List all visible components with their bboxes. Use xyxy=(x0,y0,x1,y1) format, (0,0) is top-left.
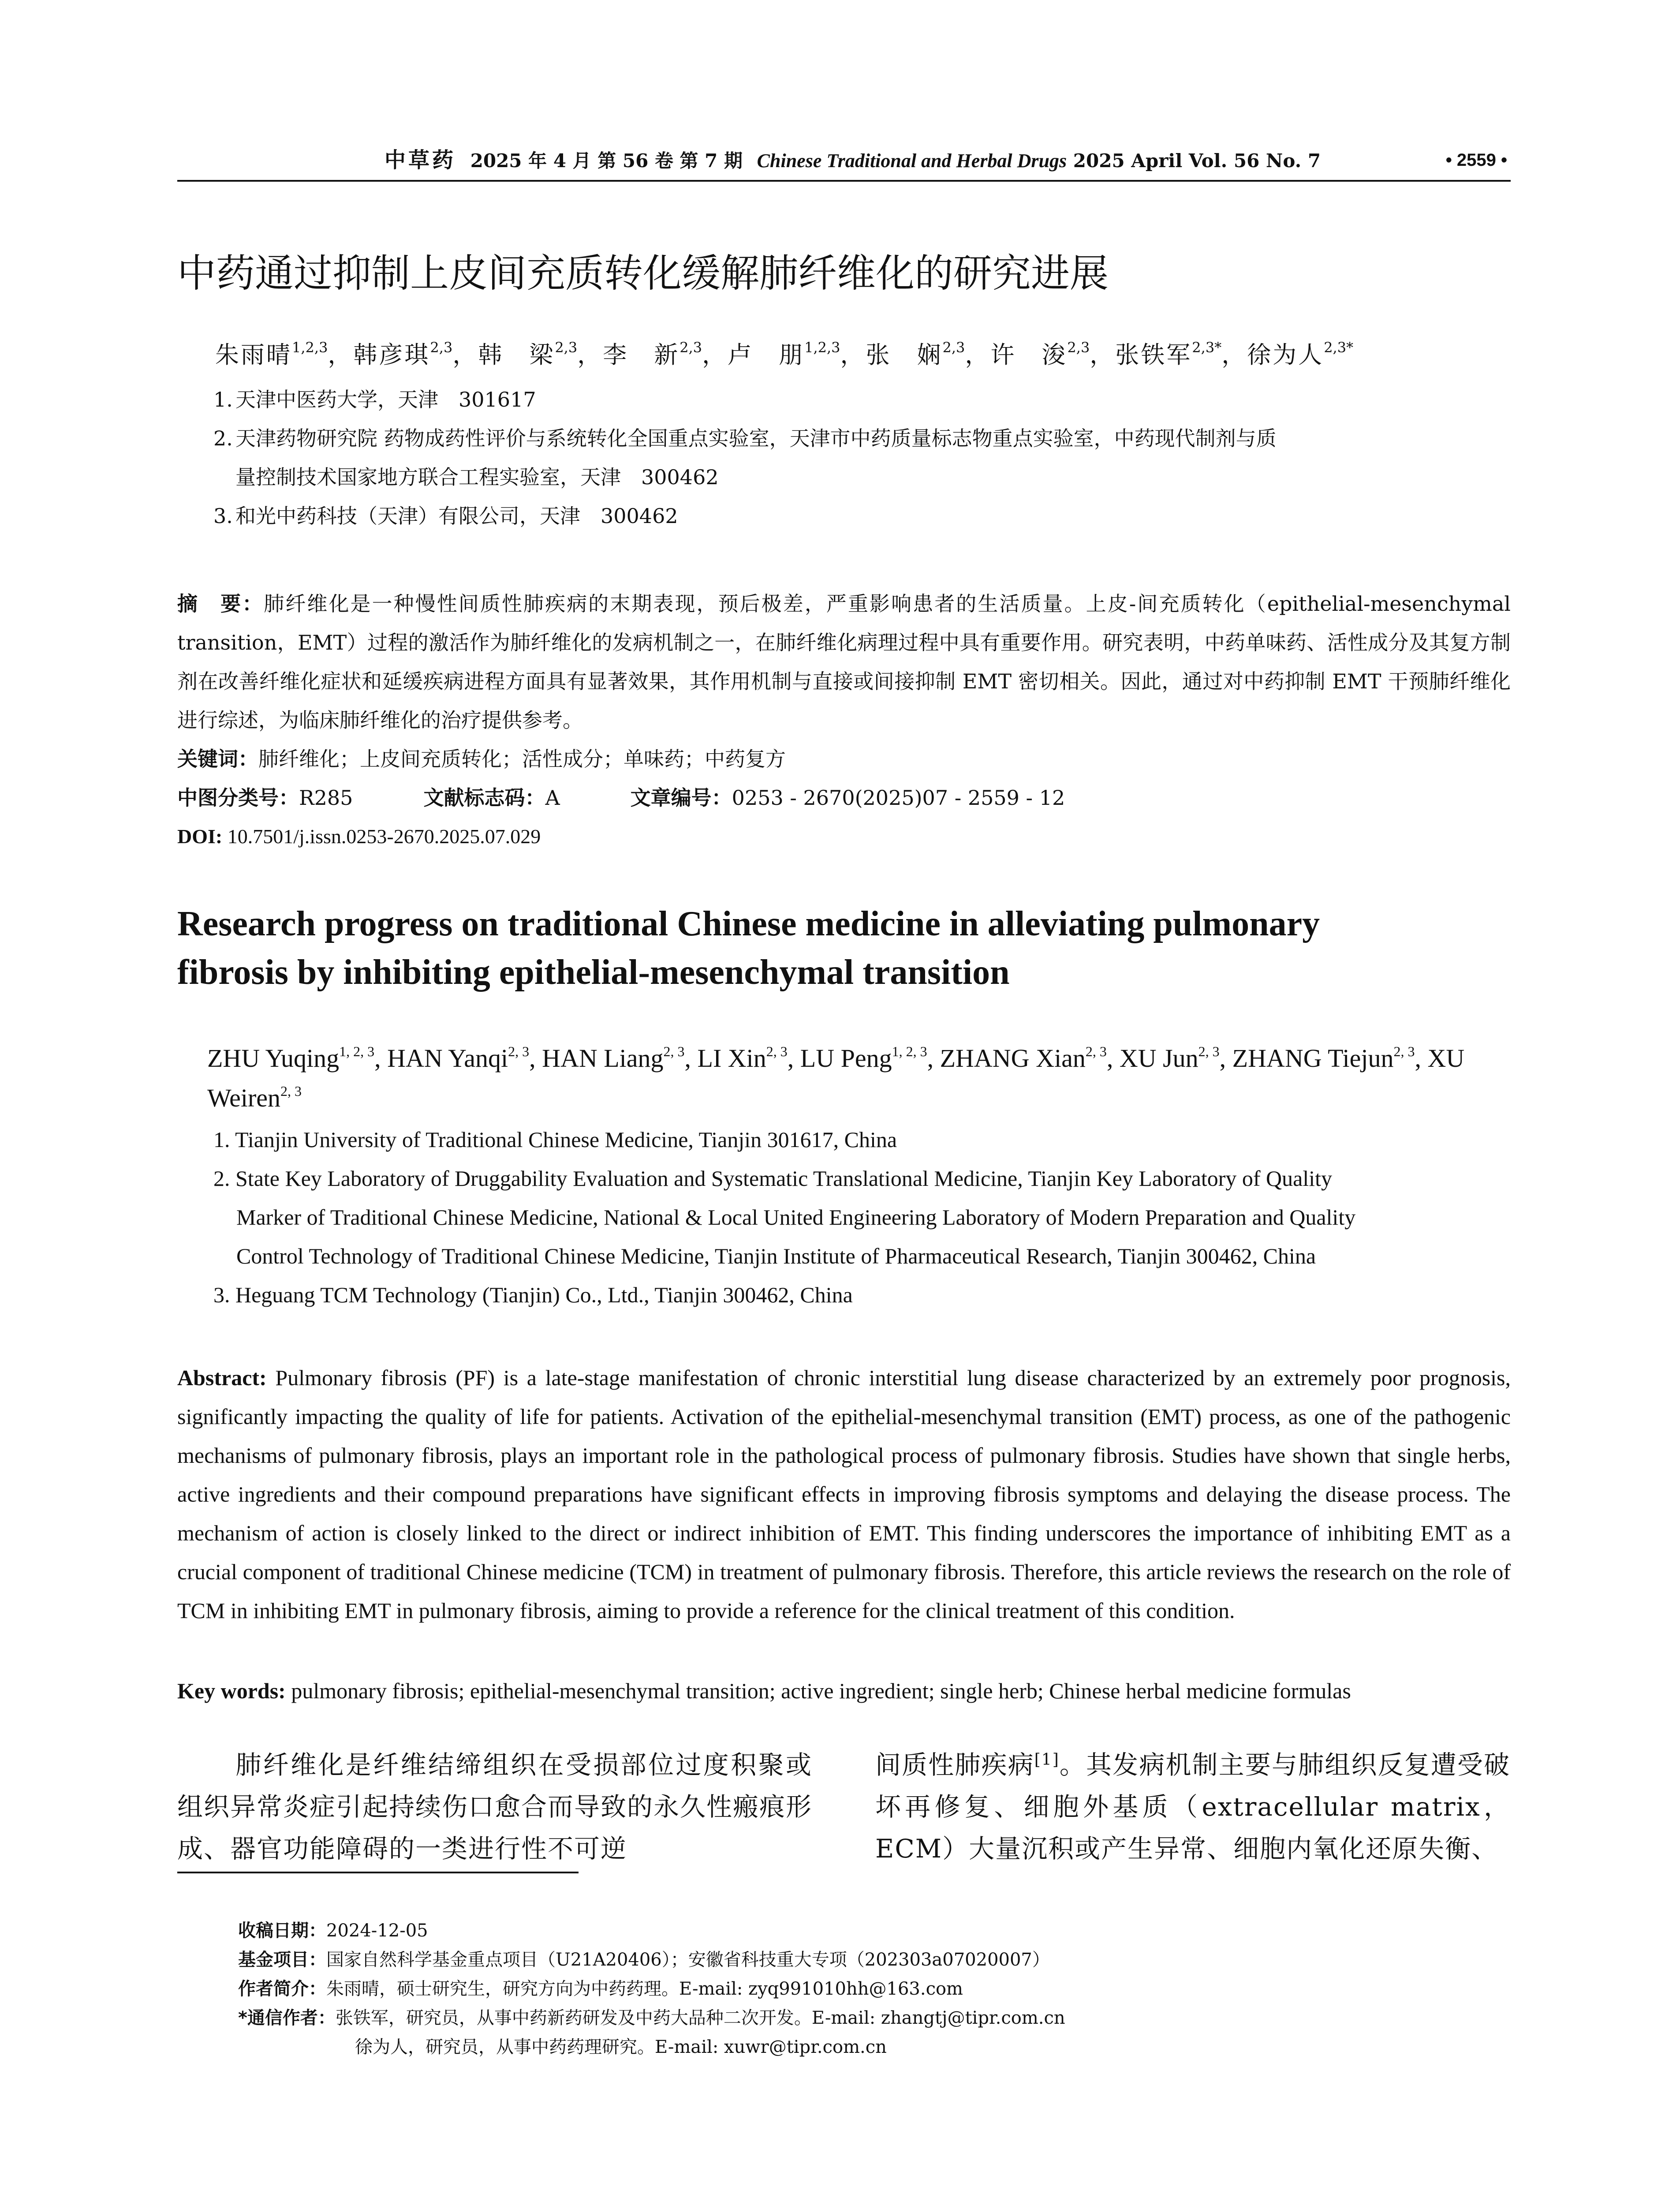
affiliation-cn-3 xyxy=(213,497,1519,535)
author-separator: ， xyxy=(452,341,478,369)
footnote-received xyxy=(238,1916,1508,1945)
author-name: ZHANG Xian xyxy=(940,1044,1086,1073)
author-separator: ， xyxy=(1221,341,1247,369)
abstract-cn xyxy=(177,584,1511,740)
author-affiliation-sup: 1, 2, 3 xyxy=(339,1043,375,1059)
footnote-corresponding xyxy=(238,2003,1508,2033)
title-en xyxy=(177,900,1511,997)
clc-value: R285 xyxy=(299,786,353,810)
issue-en: 2025 April Vol. 56 No. 7 xyxy=(1073,150,1321,172)
abstract-cn-text: 肺纤维化是一种慢性间质性肺疾病的末期表现，预后极差，严重影响患者的生活质量。上皮-间充质转化（epithelial-mesenchymal transition，EMT）过程的激活作为肺纤维化的发病机制之一，在肺纤维化病理过程中具有重要作用。研究表明，中药单味药、活性成分及其复方制剂在改善纤维化症状和延缓疾病进程方面具有显著效果，其作用机制与直接或间接抑制 EMT 密切相关。因此，通过对中药抑制 EMT 干预肺纤维化进行综述，为临床肺纤维化的治疗提供参考。 xyxy=(177,592,1511,732)
citation-ref[interactable]: [1] xyxy=(1034,1751,1060,1769)
author-separator: , xyxy=(1415,1044,1428,1073)
affiliation-number: 1. xyxy=(213,388,233,411)
journal-name-cn: 中草药 xyxy=(385,148,456,172)
affiliation-text: 和光中药科技（天津）有限公司，天津 300462 xyxy=(235,504,678,528)
affiliation-cn-2 xyxy=(213,419,1519,497)
affiliation-number: 2. xyxy=(213,426,233,450)
affiliation-text: State Key Laboratory of Druggability Evaluation and Systematic Translational Medicine, Tianjin Key Laboratory of Quality xyxy=(235,1166,1333,1191)
issue-cn: 2025 年 4 月 第 56 卷 第 7 期 xyxy=(470,150,743,172)
body-paragraph-cont: 间质性肺疾病 xyxy=(875,1750,1034,1780)
body-column-right xyxy=(875,1744,1510,1870)
footnote-value: 张铁军，研究员，从事中药新药研发及中药大品种二次开发。E-mail: zhangtj@tipr.com.cn xyxy=(335,2008,1065,2028)
doi-line xyxy=(177,817,541,856)
footnote-label: 收稿日期： xyxy=(238,1921,326,1941)
affiliation-text: 天津中医药大学，天津 301617 xyxy=(235,388,536,411)
footnote-divider xyxy=(177,1872,579,1873)
author-affiliation-sup: 2, 3 xyxy=(766,1043,788,1059)
abstract-en xyxy=(177,1358,1511,1630)
article-number-label: 文章编号： xyxy=(630,786,732,810)
author-affiliation-sup: 2,3 xyxy=(555,339,578,356)
author-separator: ， xyxy=(1090,341,1116,369)
affiliation-number: 2. xyxy=(213,1166,230,1191)
footnote-value: 2024-12-05 xyxy=(326,1921,428,1941)
keywords-en xyxy=(177,1671,1511,1710)
author-name: 许 浚 xyxy=(990,341,1068,369)
affiliation-en-3 xyxy=(213,1275,1512,1314)
author-separator: , xyxy=(1106,1044,1120,1073)
author-affiliation-sup: 2,3* xyxy=(1192,339,1222,356)
body-column-left xyxy=(177,1744,812,1870)
abstract-cn-label: 摘 要： xyxy=(177,592,264,616)
author-name: 朱雨晴 xyxy=(215,341,292,369)
abstract-en-text: Pulmonary fibrosis (PF) is a late-stage manifestation of chronic interstitial lung disease characterized by an extremely poor prognosis, significantly impacting the quality of life for patients. Activation of the epithelial-mesenchymal transition (EMT) process, as one of the pathogenic mechanisms of pulmonary fibrosis, plays an important role in the pathological process of pulmonary fibrosis. Studies have shown that single herbs, active ingredients and their compound preparations have significant effects in improving fibrosis symptoms and delaying the disease process. The mechanism of action is closely linked to the direct or indirect inhibition of EMT. This finding underscores the importance of inhibiting EMT as a crucial component of traditional Chinese medicine (TCM) in treatment of pulmonary fibrosis. Therefore, this article reviews the research on the role of TCM in inhibiting EMT in pulmonary fibrosis, aiming to provide a reference for the clinical treatment of this condition. xyxy=(177,1365,1511,1623)
authors-en xyxy=(207,1039,1512,1118)
author-name: HAN Yanqi xyxy=(387,1044,508,1073)
footnote-label: 基金项目： xyxy=(238,1950,326,1970)
article-number-value: 0253 - 2670(2025)07 - 2559 - 12 xyxy=(732,786,1065,810)
author-name: 徐为人 xyxy=(1247,341,1324,369)
body-paragraph-start: 肺纤维化是纤维结缔组织在受损部位过度积聚或组织异常炎症引起持续伤口愈合而导致的永久性瘢痕形成、器官功能障碍的一类进行性不可逆 xyxy=(177,1750,813,1864)
affiliation-en-2 xyxy=(213,1159,1512,1275)
footnote-corresponding-2: 徐为人，研究员，从事中药药理研究。E-mail: xuwr@tipr.com.cn xyxy=(355,2037,887,2057)
affiliation-en-1 xyxy=(213,1120,1512,1159)
footnote-fund xyxy=(238,1945,1508,1974)
author-affiliation-sup: 1,2,3 xyxy=(804,339,840,356)
author-affiliation-sup: 1,2,3 xyxy=(292,339,328,356)
journal-name-en: Chinese Traditional and Herbal Drugs xyxy=(757,150,1067,172)
authors-cn xyxy=(215,335,1353,375)
doc-code-value: A xyxy=(545,786,560,810)
doc-code-label: 文献标志码： xyxy=(423,786,545,810)
title-en-line1: Research progress on traditional Chinese medicine in alleviating pulmonary xyxy=(177,904,1320,943)
keywords-cn-text: 肺纤维化；上皮间充质转化；活性成分；单味药；中药复方 xyxy=(258,747,786,771)
keywords-cn xyxy=(177,740,786,778)
running-header xyxy=(177,140,1511,182)
footnotes xyxy=(238,1916,1508,2062)
clc-label: 中图分类号： xyxy=(177,786,299,810)
author-separator: , xyxy=(1219,1044,1232,1073)
author-separator: , xyxy=(529,1044,542,1073)
keywords-en-text: pulmonary fibrosis; epithelial-mesenchymal transition; active ingredient; single herb; Chinese herbal medicine formulas xyxy=(291,1678,1351,1703)
footnote-label: 作者简介： xyxy=(238,1979,326,1999)
classification-line xyxy=(177,778,1065,817)
doi-value[interactable]: 10.7501/j.issn.0253-2670.2025.07.029 xyxy=(227,825,541,848)
author-name: HAN Liang xyxy=(542,1044,664,1073)
title-cn: 中药通过抑制上皮间充质转化缓解肺纤维化的研究进展 xyxy=(177,250,1109,296)
abstract-en-label: Abstract: xyxy=(177,1365,267,1390)
affiliation-number: 3. xyxy=(213,1282,230,1307)
author-affiliation-sup: 2, 3 xyxy=(1198,1043,1220,1059)
footnote-value: 国家自然科学基金重点项目（U21A20406）；安徽省科技重大专项（202303a07020007） xyxy=(326,1950,1050,1970)
author-affiliation-sup: 2,3 xyxy=(430,339,453,356)
author-name: XU Jun xyxy=(1119,1044,1198,1073)
author-name: 张 娴 xyxy=(866,341,943,369)
affiliation-cn-1 xyxy=(213,380,1519,419)
keywords-cn-label: 关键词： xyxy=(177,747,258,771)
affiliation-text: 天津药物研究院 药物成药性评价与系统转化全国重点实验室，天津市中药质量标志物重点实验室，中药现代制剂与质 xyxy=(235,426,1277,450)
author-name: 韩彦琪 xyxy=(353,341,430,369)
author-name: XU Weiren xyxy=(207,1044,1465,1112)
author-separator: ， xyxy=(702,341,728,369)
affiliation-text-cont: 量控制技术国家地方联合工程实验室，天津 300462 xyxy=(235,465,719,489)
author-name: 李 新 xyxy=(603,341,680,369)
affiliation-text: Tianjin University of Traditional Chinese Medicine, Tianjin 301617, China xyxy=(235,1127,897,1152)
page-number: • 2559 • xyxy=(1445,150,1507,170)
author-affiliation-sup: 2, 3 xyxy=(508,1043,530,1059)
author-affiliation-sup: 2,3 xyxy=(1067,339,1090,356)
author-name: ZHU Yuqing xyxy=(207,1044,340,1073)
author-affiliation-sup: 2,3 xyxy=(942,339,965,356)
author-separator: ， xyxy=(577,341,603,369)
affiliation-number: 3. xyxy=(213,504,233,528)
author-separator: , xyxy=(787,1044,800,1073)
author-affiliation-sup: 2, 3 xyxy=(1085,1043,1107,1059)
author-separator: ， xyxy=(328,341,354,369)
body-paragraph-cont-2: 。其发病机制主要与肺组织反复遭受破坏再修复、细胞外基质（extracellular matrix，ECM）大量沉积或产生异常、细胞内氧化还原失衡、 xyxy=(875,1750,1510,1864)
author-name: 韩 梁 xyxy=(478,341,555,369)
author-name: ZHANG Tiejun xyxy=(1232,1044,1394,1073)
author-separator: , xyxy=(927,1044,940,1073)
footnote-author-bio xyxy=(238,1974,1508,2003)
author-separator: ， xyxy=(840,341,866,369)
author-affiliation-sup: 2, 3 xyxy=(663,1043,685,1059)
affiliation-text: Heguang TCM Technology (Tianjin) Co., Ltd., Tianjin 300462, China xyxy=(235,1282,853,1307)
affiliation-text-cont: Marker of Traditional Chinese Medicine, National & Local United Engineering Laboratory of Modern Preparation and Quality xyxy=(236,1205,1356,1230)
footnote-value: 朱雨晴，硕士研究生，研究方向为中药药理。E-mail: zyq991010hh@163.com xyxy=(326,1979,963,1999)
author-affiliation-sup: 1, 2, 3 xyxy=(892,1043,927,1059)
author-affiliation-sup: 2,3 xyxy=(679,339,702,356)
affiliation-text-cont: Control Technology of Traditional Chinese Medicine, Tianjin Institute of Pharmaceutical Research, Tianjin 300462, China xyxy=(236,1244,1316,1268)
author-name: LU Peng xyxy=(800,1044,892,1073)
affiliation-number: 1. xyxy=(213,1127,230,1152)
author-name: 张铁军 xyxy=(1115,341,1192,369)
author-separator: ， xyxy=(965,341,991,369)
author-name: LI Xin xyxy=(697,1044,766,1073)
author-name: 卢 朋 xyxy=(728,341,805,369)
author-affiliation-sup: 2, 3 xyxy=(280,1083,302,1099)
author-affiliation-sup: 2,3* xyxy=(1324,339,1354,356)
author-separator: , xyxy=(374,1044,388,1073)
journal-header-info xyxy=(385,140,1321,181)
author-separator: , xyxy=(684,1044,698,1073)
doi-label: DOI: xyxy=(177,825,223,848)
keywords-en-label: Key words: xyxy=(177,1678,286,1703)
author-affiliation-sup: 2, 3 xyxy=(1393,1043,1415,1059)
title-en-line2: fibrosis by inhibiting epithelial-mesenchymal transition xyxy=(177,953,1010,992)
footnote-label: *通信作者： xyxy=(238,2008,336,2028)
